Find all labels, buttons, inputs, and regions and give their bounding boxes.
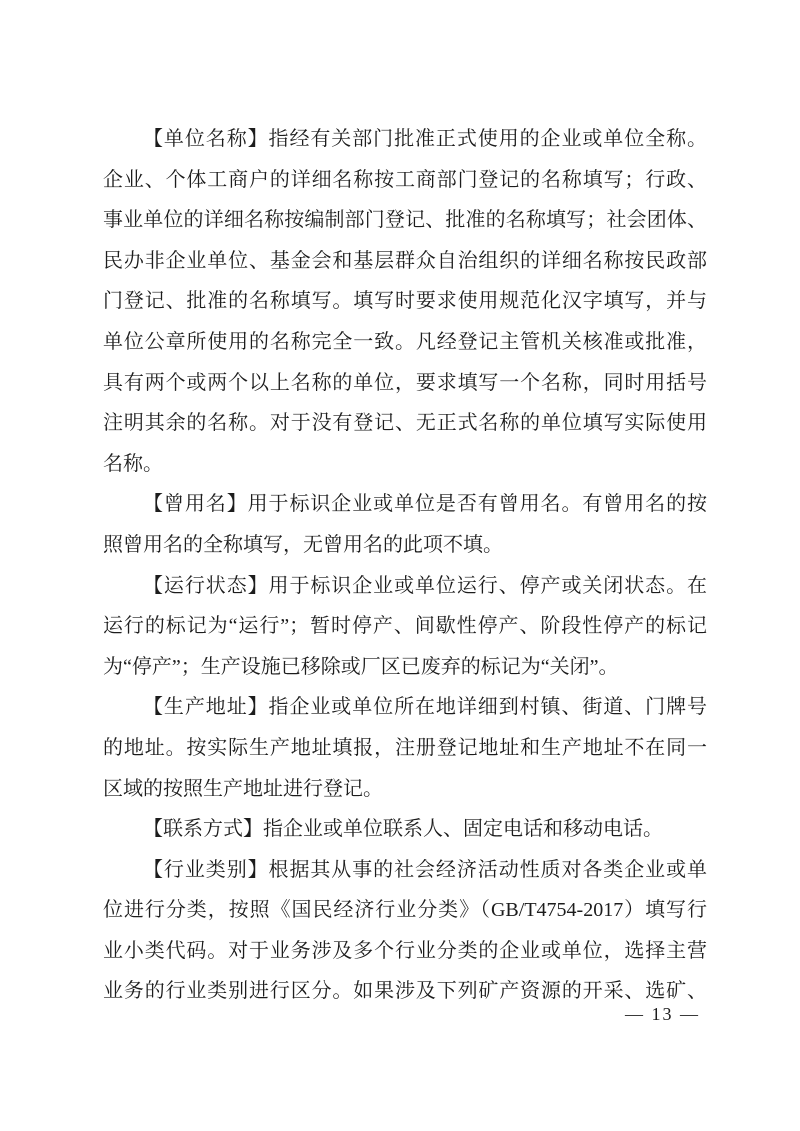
page-number: — 13 —	[625, 1004, 700, 1024]
text-line: 【曾用名】用于标识企业或单位是否有曾用名。有曾用名的按	[143, 493, 707, 516]
text-line: 【行业类别】根据其从事的社会经济活动性质对各类企业或单	[143, 858, 707, 881]
text-line: 企业、个体工商户的详细名称按工商部门登记的名称填写；行政、	[103, 168, 707, 191]
text-line: 的地址。按实际生产地址填报，注册登记地址和生产地址不在同一	[103, 736, 707, 759]
text-line: 业小类代码。对于业务涉及多个行业分类的企业或单位，选择主营	[103, 939, 707, 962]
text-line: 为“停产”；生产设施已移除或厂区已废弃的标记为“关闭”。	[103, 655, 619, 678]
paragraph-production-address	[103, 687, 707, 809]
paragraph-contact-info	[103, 809, 707, 850]
paragraph-former-name	[103, 484, 707, 565]
document-body-text	[103, 119, 707, 1012]
text-line: 事业单位的详细名称按编制部门登记、批准的名称填写；社会团体、	[103, 209, 707, 232]
paragraph-industry-category	[103, 850, 707, 1012]
text-line: 名称。	[103, 452, 163, 475]
text-line: 【单位名称】指经有关部门批准正式使用的企业或单位全称。	[143, 128, 707, 150]
text-line: 区域的按照生产地址进行登记。	[103, 777, 383, 800]
text-line: 【运行状态】用于标识企业或单位运行、停产或关闭状态。在	[143, 574, 707, 597]
text-line: 单位公章所使用的名称完全一致。凡经登记主管机关核准或批准，	[103, 330, 707, 353]
text-line: 【生产地址】指企业或单位所在地详细到村镇、街道、门牌号	[143, 696, 707, 719]
text-line: 具有两个或两个以上名称的单位，要求填写一个名称，同时用括号	[103, 371, 707, 394]
text-line: 业务的行业类别进行区分。如果涉及下列矿产资源的开采、选矿、	[103, 980, 707, 1003]
text-line: 注明其余的名称。对于没有登记、无正式名称的单位填写实际使用	[103, 412, 707, 435]
text-line: 运行的标记为“运行”；暂时停产、间歇性停产、阶段性停产的标记	[103, 615, 707, 638]
paragraph-unit-name	[103, 119, 707, 484]
text-line: 民办非企业单位、基金会和基层群众自治组织的详细名称按民政部	[103, 249, 707, 272]
text-line: 门登记、批准的名称填写。填写时要求使用规范化汉字填写，并与	[103, 290, 707, 313]
text-line: 位进行分类，按照《国民经济行业分类》（GB/T4754-2017）填写行	[103, 899, 707, 922]
text-line: 【联系方式】指企业或单位联系人、固定电话和移动电话。	[143, 818, 663, 841]
text-line: 照曾用名的全称填写，无曾用名的此项不填。	[103, 533, 503, 556]
paragraph-operating-status	[103, 566, 707, 688]
